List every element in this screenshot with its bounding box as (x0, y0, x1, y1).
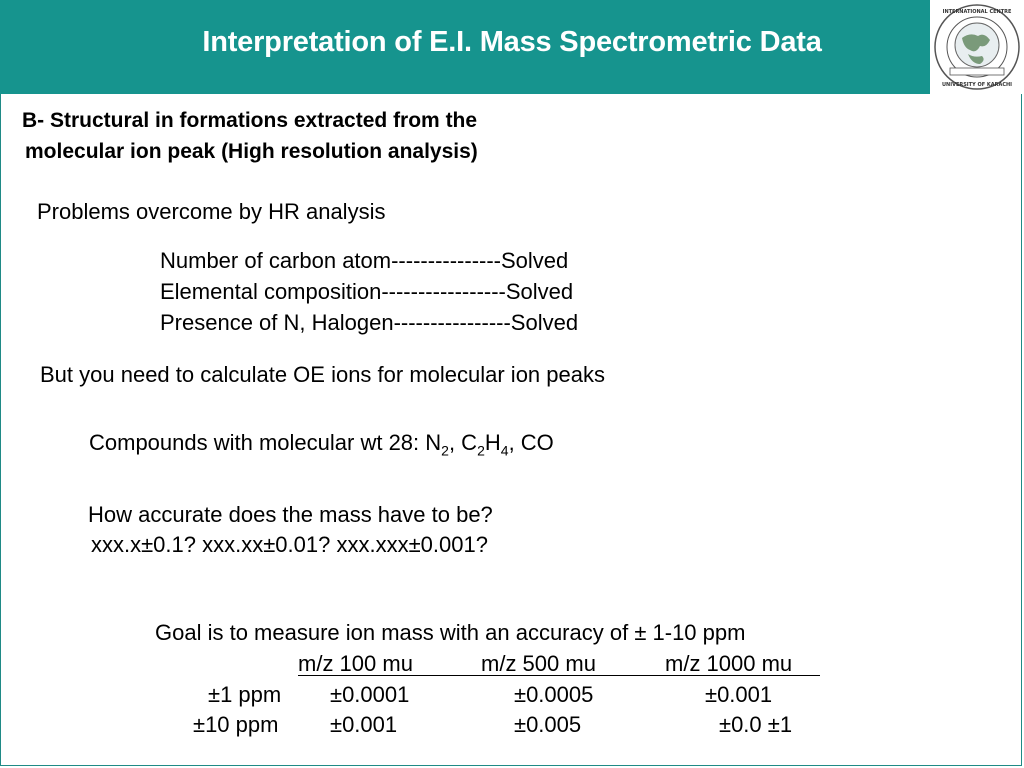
svg-text:UNIVERSITY OF KARACHI: UNIVERSITY OF KARACHI (941, 82, 1013, 88)
title-bar (0, 0, 1024, 94)
header-mz1000: m/z 1000 mu (665, 651, 793, 676)
row2-mz500: ±0.005 (514, 712, 582, 737)
row1-mz1000: ±0.001 (705, 682, 773, 707)
accuracy-options: xxx.x±0.1? xxx.xx±0.01? xxx.xxx±0.001? (91, 532, 488, 557)
row1-mz500: ±0.0005 (514, 682, 594, 707)
header-mz100: m/z 100 mu (298, 651, 413, 676)
compounds-line (89, 430, 554, 458)
problems-intro: Problems overcome by HR analysis (37, 199, 386, 224)
compounds-sep: , C (448, 430, 478, 455)
institute-logo (930, 0, 1024, 94)
h4-subscript: 4 (500, 442, 509, 459)
logo-seal-icon (932, 2, 1022, 92)
section-heading-line2: molecular ion peak (High resolution analysis) (25, 140, 478, 163)
goal-statement: Goal is to measure ion mass with an accuracy of ± 1-10 ppm (155, 620, 746, 645)
compounds-prefix: Compounds with molecular wt 28: N (89, 430, 442, 455)
slide-title: Interpretation of E.I. Mass Spectrometric Data (202, 26, 822, 58)
problem-item-halogen: Presence of N, Halogen----------------Solved (160, 310, 579, 335)
row2-label: ±10 ppm (193, 712, 279, 737)
svg-text:INTERNATIONAL CENTRE: INTERNATIONAL CENTRE (942, 9, 1012, 15)
row1-label: ±1 ppm (208, 682, 282, 707)
oe-ions-note: But you need to calculate OE ions for molecular ion peaks (40, 362, 605, 387)
row2-mz1000: ±0.0 ±1 (719, 712, 793, 737)
row1-mz100: ±0.0001 (330, 682, 410, 707)
row2-mz100: ±0.001 (330, 712, 398, 737)
section-heading-line1: B- Structural in formations extracted from the (22, 109, 478, 132)
n2-subscript: 2 (441, 442, 449, 459)
accuracy-question: How accurate does the mass have to be? (88, 502, 493, 527)
header-mz500: m/z 500 mu (481, 651, 596, 676)
problem-item-carbon: Number of carbon atom---------------Solved (160, 248, 569, 273)
compounds-h: H (484, 430, 501, 455)
problem-item-elemental: Elemental composition-----------------Solved (160, 279, 574, 304)
compounds-suffix: , CO (508, 430, 554, 455)
c2-subscript: 2 (477, 442, 485, 459)
